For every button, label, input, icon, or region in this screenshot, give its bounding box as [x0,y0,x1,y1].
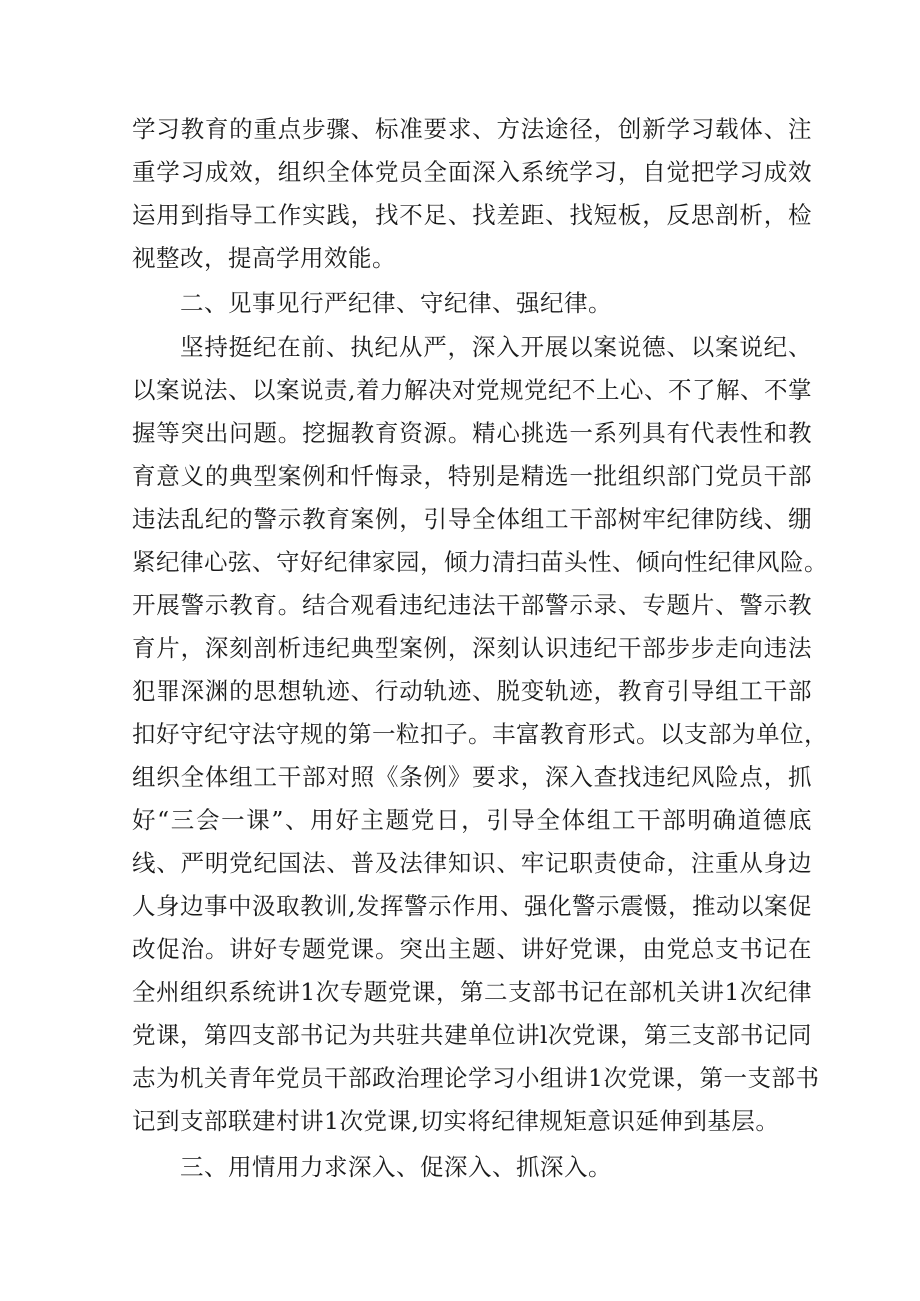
paragraph-2-line-19: 记到支部联建村讲1次党课,切实将纪律规矩意识延伸到基层。 [132,1107,780,1135]
paragraph-2-line-13: 线、严明党纪国法、普及法律知识、牢记职责使命，注重从身边 [132,849,812,877]
paragraph-2-line-15: 改促治。讲好专题党课。突出主题、讲好党课，由党总支书记在 [132,935,812,963]
paragraph-1-line-1: 学习教育的重点步骤、标准要求、方法途径，创新学习载体、注 [132,115,812,143]
paragraph-2-line-1: 坚持挺纪在前、执纪从严，深入开展以案说德、以案说纪、 [180,333,812,361]
paragraph-2-line-8: 育片，深刻剖析违纪典型案例，深刻认识违纪干部步步走向违法 [132,634,812,662]
paragraph-2-line-14: 人身边事中汲取教训,发挥警示作用、强化警示震慑，推动以案促 [132,892,812,920]
paragraph-1-line-4: 视整改，提高学用效能。 [132,244,396,272]
paragraph-1-line-2: 重学习成效，组织全体党员全面深入系统学习，自觉把学习成效 [132,158,812,186]
paragraph-2-line-12: 好“三会一课”、用好主题党日，引导全体组工干部明确道德底 [132,806,812,834]
paragraph-2-line-3: 握等突出问题。挖掘教育资源。精心挑选一系列具有代表性和教 [132,419,812,447]
paragraph-2-line-10: 扣好守纪守法守规的第一粒扣子。丰富教育形式。以支部为单位， [132,720,828,748]
section-heading-2: 二、见事见行严纪律、守纪律、强纪律。 [180,289,612,317]
paragraph-2-line-17: 党课，第四支部书记为共驻共建单位讲l次党课，第三支部书记同 [132,1021,813,1049]
paragraph-2-line-5: 违法乱纪的警示教育案例，引导全体组工干部树牢纪律防线、绷 [132,505,812,533]
section-heading-3: 三、用情用力求深入、促深入、抓深入。 [180,1153,612,1181]
paragraph-2-line-7: 开展警示教育。结合观看违纪违法干部警示录、专题片、警示教 [132,591,812,619]
paragraph-2-line-2: 以案说法、以案说责,着力解决对党规党纪不上心、不了解、不掌 [132,376,812,404]
paragraph-2-line-16: 全州组织系统讲1次专题党课，第二支部书记在部机关讲1次纪律 [132,978,812,1006]
paragraph-1-line-3: 运用到指导工作实践，找不足、找差距、找短板，反思剖析，检 [132,201,812,229]
paragraph-2-line-18: 志为机关青年党员干部政治理论学习小组讲1次党课，第一支部书 [132,1064,820,1092]
paragraph-2-line-11: 组织全体组工干部对照《条例》要求，深入查找违纪风险点，抓 [132,763,812,791]
paragraph-2-line-6: 紧纪律心弦、守好纪律家园，倾力清扫苗头性、倾向性纪律风险。 [132,548,828,576]
paragraph-2-line-4: 育意义的典型案例和忏悔录，特别是精选一批组织部门党员干部 [132,462,812,490]
paragraph-2-line-9: 犯罪深渊的思想轨迹、行动轨迹、脱变轨迹，教育引导组工干部 [132,677,812,705]
